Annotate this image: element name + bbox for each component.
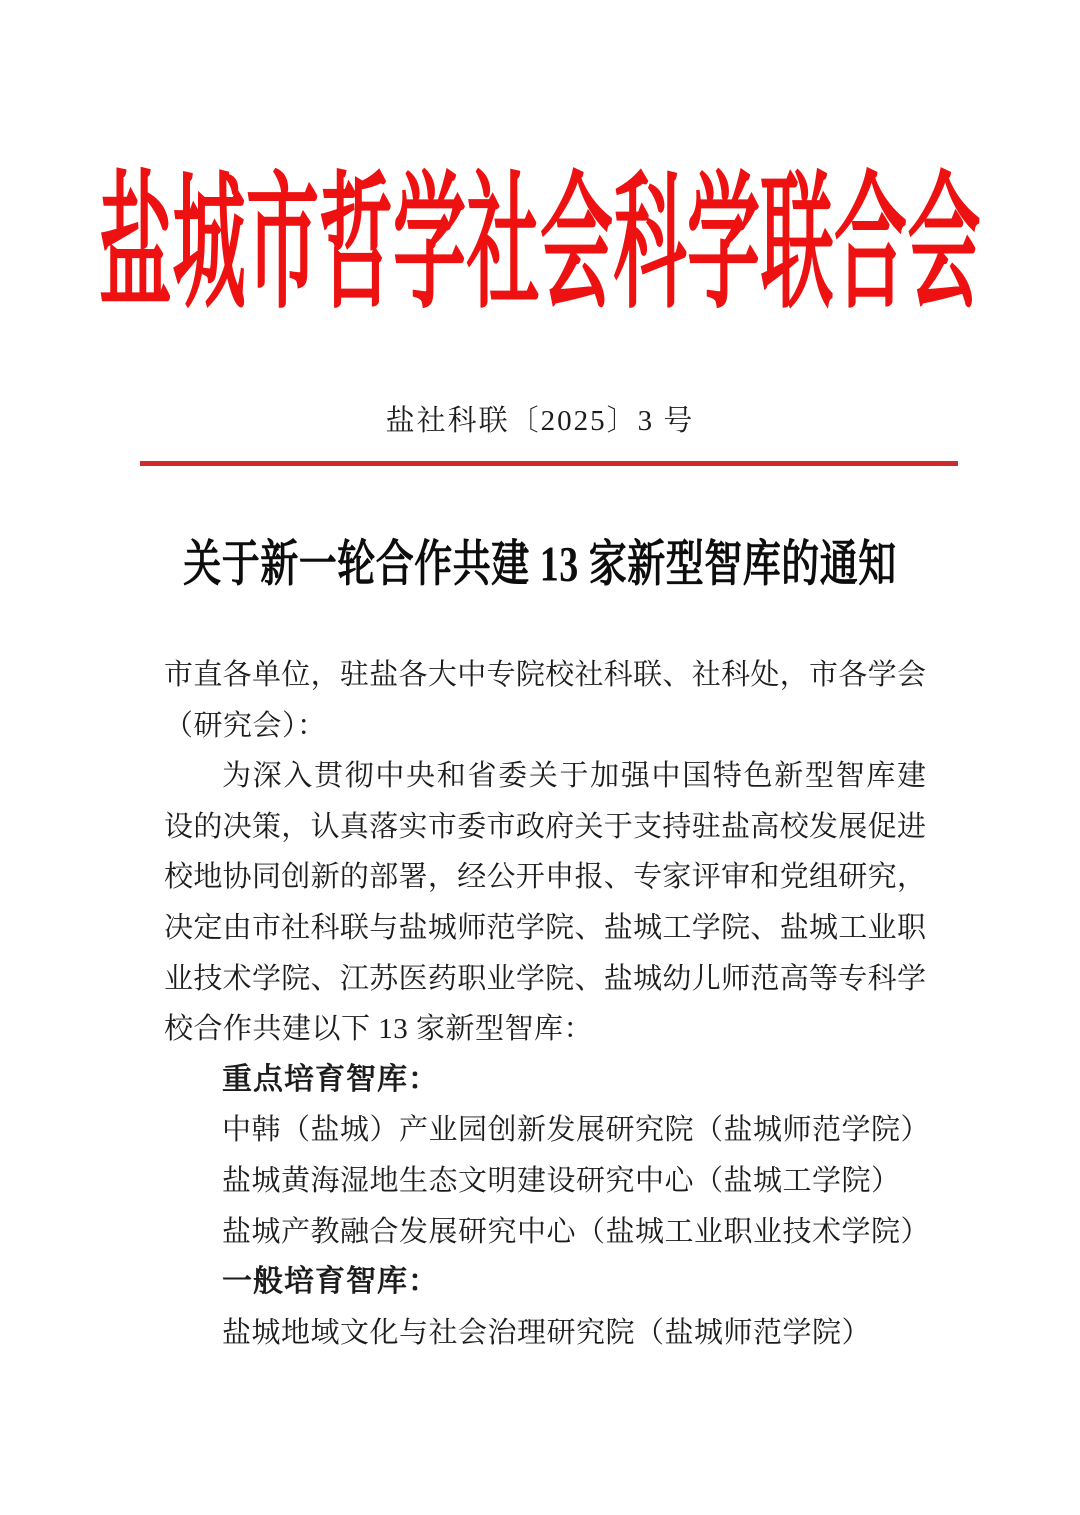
body-line: 盐城产教融合发展研究中心（盐城工业职业技术学院）: [222, 1215, 931, 1248]
doc-number: 盐社科联〔2025〕3 号: [385, 405, 695, 437]
body-line: 中韩（盐城）产业园创新发展研究院（盐城师范学院）: [222, 1114, 931, 1147]
section-heading: 重点培育智库：: [222, 1062, 439, 1096]
body-line: 校合作共建以下 13 家新型智库：: [164, 1013, 594, 1046]
body-line: （研究会）：: [164, 709, 327, 742]
body-line: 业技术学院、江苏医药职业学院、盐城幼儿师范高等专科学: [164, 962, 926, 995]
section-heading: 一般培育智库：: [222, 1265, 439, 1299]
body-line: 设的决策，认真落实市委市政府关于支持驻盐高校发展促进: [164, 810, 926, 843]
doc-title-row: [0, 537, 1080, 593]
body-line: 决定由市社科联与盐城师范学院、盐城工学院、盐城工业职: [164, 911, 926, 944]
red-divider-line: [140, 461, 958, 466]
body-line: 盐城地域文化与社会治理研究院（盐城师范学院）: [222, 1316, 872, 1349]
body-line: 盐城黄海湿地生态文明建设研究中心（盐城工学院）: [222, 1164, 901, 1197]
doc-title: 关于新一轮合作共建 13 家新型智库的通知: [183, 537, 897, 593]
org-title-row: [0, 162, 1080, 327]
body-line: 市直各单位，驻盐各大中专院校社科联、社科处，市各学会: [164, 659, 926, 691]
org-title: 盐城市哲学社会科学联合会: [99, 162, 981, 327]
document-body: [164, 650, 931, 1358]
body-line: 校地协同创新的部署，经公开申报、专家评审和党组研究，: [164, 861, 926, 894]
body-line: 为深入贯彻中央和省委关于加强中国特色新型智库建: [222, 760, 926, 793]
